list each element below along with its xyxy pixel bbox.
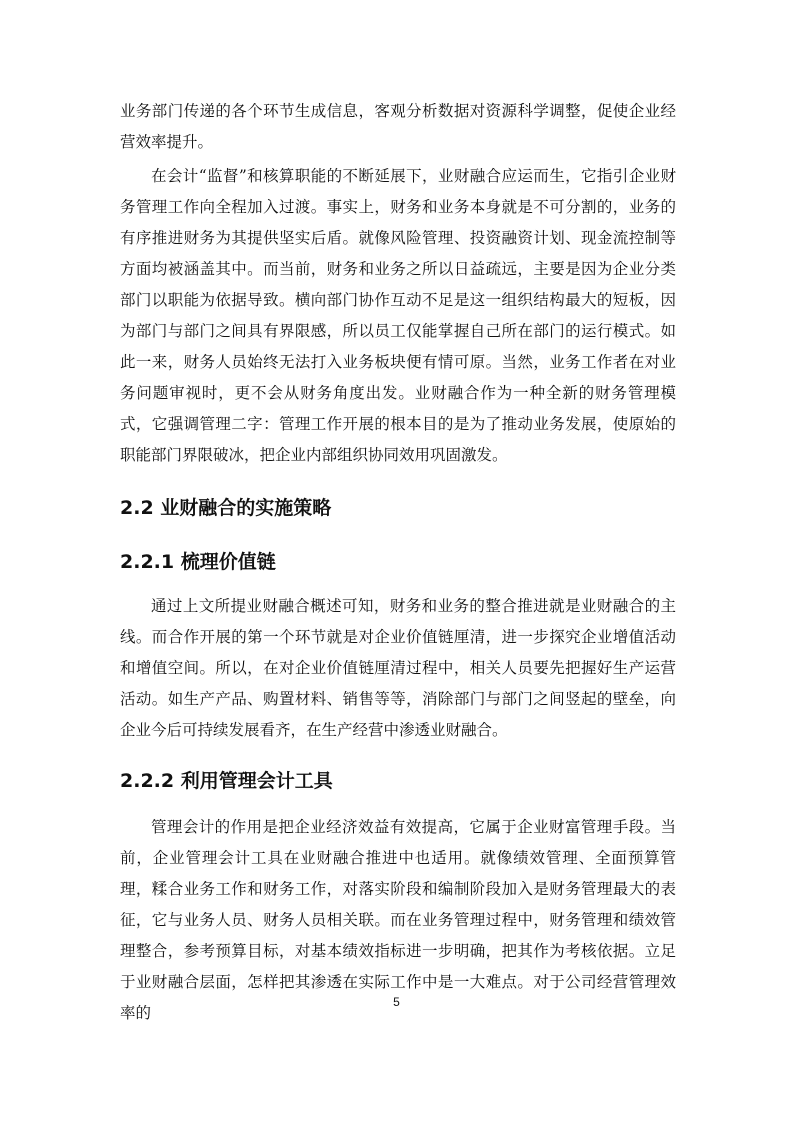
section-heading-2-2: 2.2 业财融合的实施策略 (120, 497, 332, 519)
page-content (120, 96, 676, 1029)
paragraph-value-chain: 通过上文所提业财融合概述可知，财务和业务的整合推进就是业财融合的主线。而合作开展的第一个环节就是对企业价值链厘清，进一步探究企业增值活动和增值空间。所以，在对企业价值链厘清过程中，相关人员要先把握好生产运营活动。如生产产品、购置材料、销售等等，消除部门与部门之间竖起的壁垒，向企业今后可持续发展看齐，在生产经营中渗透业财融合。 (120, 597, 676, 739)
section-heading-2-2-2: 2.2.2 利用管理会计工具 (120, 770, 333, 792)
section-heading-2-2-1: 2.2.1 梳理价值链 (120, 551, 276, 573)
paragraph-management-accounting: 管理会计的作用是把企业经济效益有效提高，它属于企业财富管理手段。当前，企业管理会计工具在业财融合推进中也适用。就像绩效管理、全面预算管理，糅合业务工作和财务工作，对落实阶段和编制阶段加入是财务管理最大的表征，它与业务人员、财务人员相关联。而在业务管理过程中，财务管理和绩效管理整合，参考预算目标，对基本绩效指标进一步明确，把其作为考核依据。立足于业财融合层面，怎样把其渗透在实际工作中是一大难点。对于公司经营管理效率的 (120, 818, 676, 1022)
paragraph-yecai-ronghe-background: 在会计“监督”和核算职能的不断延展下，业财融合应运而生，它指引企业财务管理工作向全程加入过渡。事实上，财务和业务本身就是不可分割的，业务的有序推进财务为其提供坚实后盾。就像风险管理、投资融资计划、现金流控制等方面均被涵盖其中。而当前，财务和业务之所以日益疏远，主要是因为企业分类部门以职能为依据导致。横向部门协作互动不足是这一组织结构最大的短板，因为部门与部门之间具有界限感，所以员工仅能掌握自己所在部门的运行模式。如此一来，财务人员始终无法打入业务板块便有情可原。当然，业务工作者在对业务问题审视时，更不会从财务角度出发。业财融合作为一种全新的财务管理模式，它强调管理二字：管理工作开展的根本目的是为了推动业务发展，使原始的职能部门界限破冰，把企业内部组织协同效用巩固激发。 (120, 167, 676, 464)
paragraph-continuation: 业务部门传递的各个环节生成信息，客观分析数据对资源科学调整，促使企业经营效率提升。 (120, 102, 676, 151)
page-number: 5 (393, 995, 400, 1009)
